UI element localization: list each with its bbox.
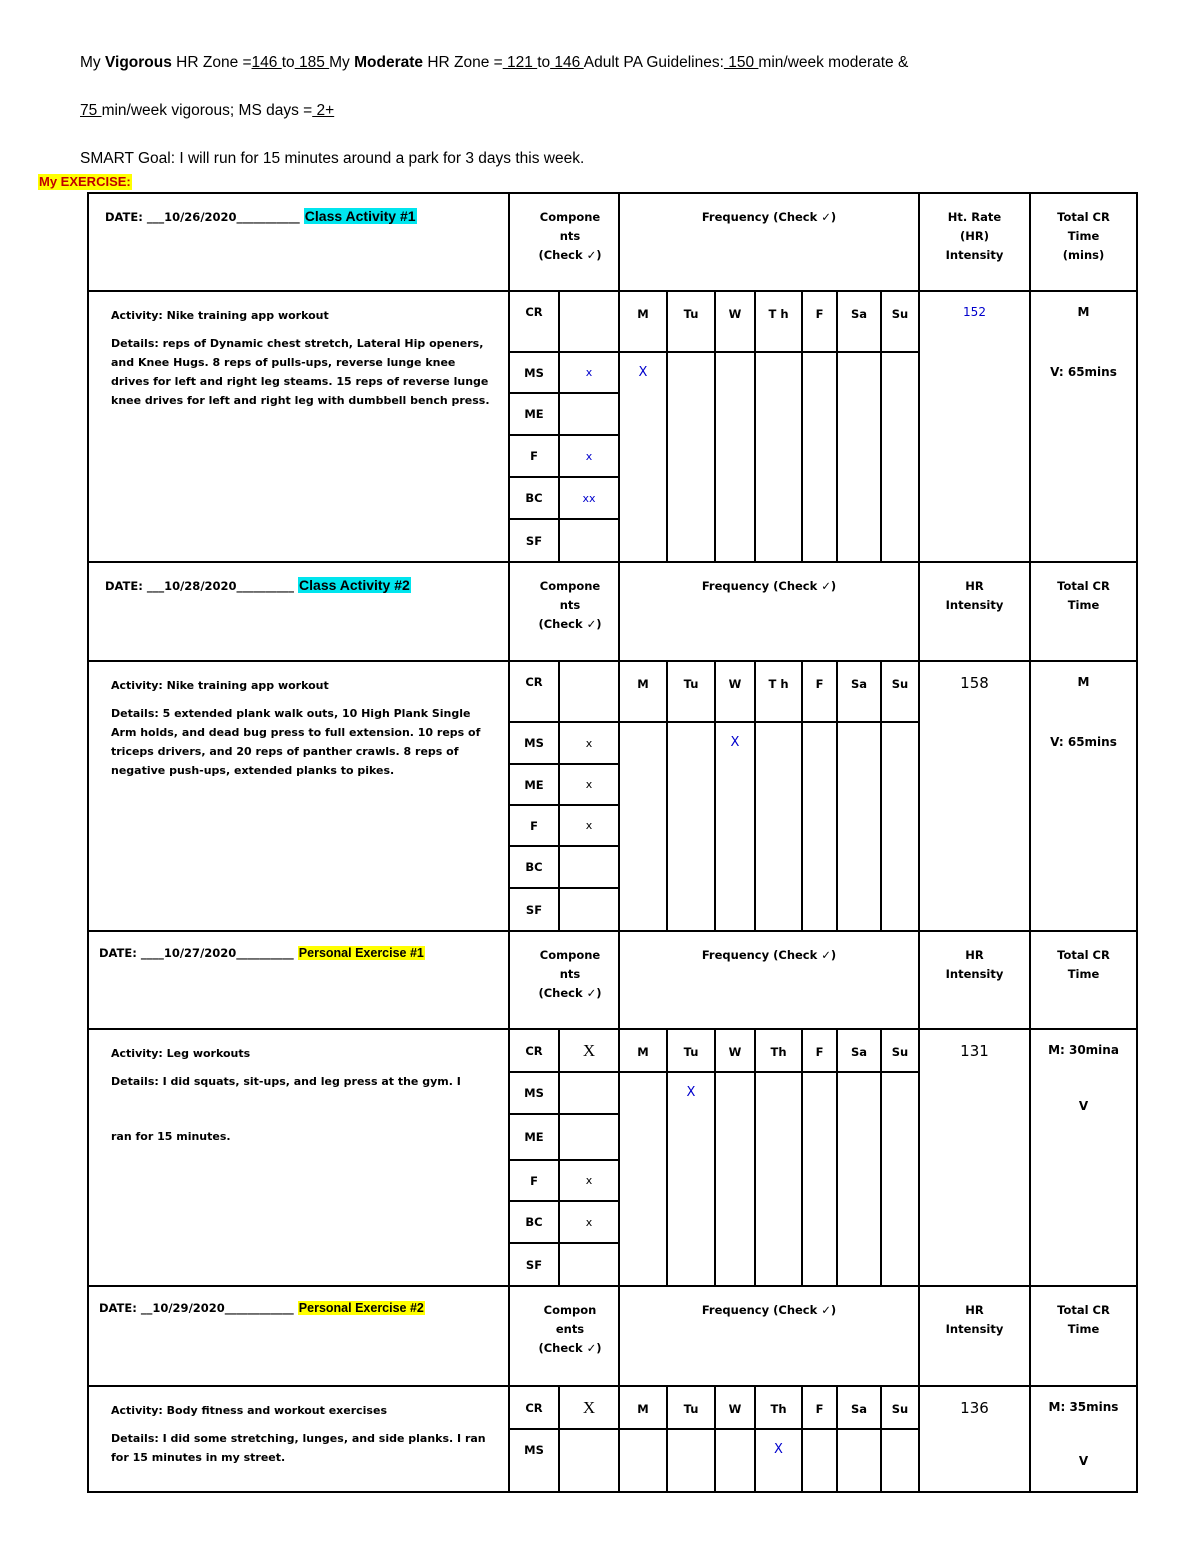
day-label: Su <box>881 291 919 352</box>
activity-text: Activity: Body fitness and workout exercises <box>111 1404 387 1417</box>
text: min/week vigorous; MS days = <box>101 102 313 119</box>
day-mark <box>755 722 802 931</box>
day-mark <box>837 722 881 931</box>
text: My <box>80 54 105 71</box>
activity-tag: Class Activity #2 <box>299 577 410 593</box>
component-row <box>88 1386 1137 1429</box>
day-label: Sa <box>837 291 881 352</box>
hr-value: 131 <box>919 1029 1030 1286</box>
day-label: Sa <box>837 661 881 722</box>
component-check <box>559 661 619 722</box>
component-row <box>88 1029 1137 1072</box>
day-label: W <box>715 291 755 352</box>
component-check: X <box>559 1029 619 1072</box>
day-mark <box>802 1429 837 1492</box>
entry-header-row <box>88 193 1137 291</box>
activity-cell <box>88 291 509 562</box>
text: min/week moderate & <box>758 54 909 71</box>
total-cr-cell <box>1030 291 1137 562</box>
day-label: M <box>619 1029 667 1072</box>
total-vigorous: V: 65mins <box>1050 735 1117 749</box>
component-code: CR <box>509 661 559 722</box>
day-mark <box>715 1072 755 1286</box>
details-text: Details: I did some stretching, lunges, and side planks. I ran for 15 minutes in my street. <box>111 1432 486 1464</box>
day-mark <box>802 722 837 931</box>
total-cr-cell <box>1030 1386 1137 1492</box>
total-cr-header: Total CR Time <box>1030 931 1137 1029</box>
frequency-header: Frequency (Check ✓) <box>619 931 919 1029</box>
activity-text: Activity: Nike training app workout <box>111 309 329 322</box>
day-label: F <box>802 1029 837 1072</box>
day-mark <box>881 722 919 931</box>
components-header: Compone nts (Check ✓) <box>509 931 619 1029</box>
component-check <box>559 888 619 931</box>
date-text: DATE: ___10/28/2020__________ <box>105 579 295 593</box>
day-label: Tu <box>667 1386 715 1429</box>
components-header: Compone nts (Check ✓) <box>509 193 619 291</box>
section-label: My EXERCISE: <box>39 174 131 189</box>
day-mark <box>619 1429 667 1492</box>
component-code: F <box>509 1160 559 1201</box>
date-cell <box>88 931 509 1029</box>
moderate-label: Moderate <box>354 54 424 71</box>
activity-cell <box>88 1386 509 1492</box>
day-label: W <box>715 1029 755 1072</box>
day-mark <box>837 1429 881 1492</box>
day-mark <box>881 1072 919 1286</box>
component-check <box>559 1072 619 1114</box>
day-mark <box>837 1072 881 1286</box>
day-label: Sa <box>837 1386 881 1429</box>
entry-header-row <box>88 931 1137 1029</box>
activity-text: Activity: Nike training app workout <box>111 679 329 692</box>
day-mark <box>802 1072 837 1286</box>
hr-value: 152 <box>919 291 1030 562</box>
components-header: Compone nts (Check ✓) <box>509 562 619 661</box>
day-mark <box>755 352 802 562</box>
frequency-header: Frequency (Check ✓) <box>619 1286 919 1386</box>
text: My <box>329 54 355 71</box>
details-text: Details: I did squats, sit-ups, and leg press at the gym. I <box>111 1075 461 1088</box>
day-label: Th <box>755 1386 802 1429</box>
day-label: T h <box>755 661 802 722</box>
day-label: F <box>802 291 837 352</box>
details-text: ran for 15 minutes. <box>111 1130 231 1143</box>
day-label: M <box>619 661 667 722</box>
total-vigorous: V <box>1078 1099 1089 1113</box>
component-check <box>559 519 619 562</box>
component-check: x <box>559 1201 619 1243</box>
day-mark <box>837 352 881 562</box>
date-text: DATE: __10/29/2020____________ <box>99 1301 294 1315</box>
date-cell <box>88 562 509 661</box>
exercise-log-table <box>87 192 1138 1493</box>
component-check: x <box>559 764 619 805</box>
date-cell <box>88 193 509 291</box>
component-code: BC <box>509 846 559 888</box>
vigorous-high-value: 185 <box>294 54 330 71</box>
hr-header: HR Intensity <box>919 931 1030 1029</box>
text: HR Zone = <box>423 54 503 71</box>
date-cell <box>88 1286 509 1386</box>
component-check <box>559 393 619 435</box>
vigorous-minutes-value: 75 <box>80 102 102 119</box>
frequency-header: Frequency (Check ✓) <box>619 193 919 291</box>
day-mark <box>755 1072 802 1286</box>
details-text: Details: 5 extended plank walk outs, 10 High Plank Single Arm holds, and dead bug press to full extension. 10 reps of triceps drivers, and 20 reps of panther crawls. 8 reps of negative push-ups, extended planks to pikes. <box>111 707 481 777</box>
component-check <box>559 1114 619 1160</box>
total-moderate: M <box>1077 305 1090 319</box>
total-cr-header: Total CR Time <box>1030 1286 1137 1386</box>
day-label: Sa <box>837 1029 881 1072</box>
component-check: x <box>559 1160 619 1201</box>
component-code: ME <box>509 1114 559 1160</box>
hr-value: 158 <box>919 661 1030 931</box>
day-mark <box>667 1429 715 1492</box>
day-label: M <box>619 1386 667 1429</box>
component-code: ME <box>509 393 559 435</box>
component-code: CR <box>509 291 559 352</box>
day-mark <box>881 352 919 562</box>
day-mark <box>715 1429 755 1492</box>
component-code: SF <box>509 1243 559 1286</box>
date-text: DATE: ____10/27/2020__________ <box>99 946 294 960</box>
day-mark <box>881 1429 919 1492</box>
details-text: Details: reps of Dynamic chest stretch, Lateral Hip openers, and Knee Hugs. 8 reps of pulls-ups, reverse lunge knee drives for left and right leg steams. 15 reps of reverse lunge knee drives for left and right leg with dumbbell bench press. <box>111 337 490 407</box>
day-mark: X <box>667 1072 715 1286</box>
component-check <box>559 1429 619 1492</box>
day-label: Su <box>881 1386 919 1429</box>
date-text: DATE: ___10/26/2020___________ <box>105 210 300 224</box>
vigorous-low-value: 146 <box>251 54 282 71</box>
day-mark <box>619 1072 667 1286</box>
activity-cell <box>88 661 509 931</box>
day-label: Tu <box>667 661 715 722</box>
hr-header: Ht. Rate (HR) Intensity <box>919 193 1030 291</box>
smart-goal: SMART Goal: I will run for 15 minutes around a park for 3 days this week. <box>80 150 585 167</box>
total-moderate: M <box>1077 675 1090 689</box>
hr-header: HR Intensity <box>919 562 1030 661</box>
component-code: MS <box>509 722 559 764</box>
activity-tag: Class Activity #1 <box>304 208 416 224</box>
component-code: F <box>509 435 559 477</box>
day-mark: X <box>715 722 755 931</box>
total-moderate: M: 35mins <box>1048 1400 1119 1414</box>
component-code: BC <box>509 1201 559 1243</box>
component-code: MS <box>509 1072 559 1114</box>
component-check <box>559 291 619 352</box>
component-code: MS <box>509 1429 559 1492</box>
component-row <box>88 291 1137 352</box>
text: Adult PA Guidelines: <box>583 54 724 71</box>
day-mark <box>667 352 715 562</box>
component-code: CR <box>509 1029 559 1072</box>
total-cr-cell <box>1030 1029 1137 1286</box>
component-check: x <box>559 722 619 764</box>
frequency-header: Frequency (Check ✓) <box>619 562 919 661</box>
entry-header-row <box>88 1286 1137 1386</box>
day-label: W <box>715 661 755 722</box>
component-check: xx <box>559 477 619 519</box>
component-code: CR <box>509 1386 559 1429</box>
total-vigorous: V <box>1078 1454 1089 1468</box>
hr-value: 136 <box>919 1386 1030 1492</box>
total-cr-header: Total CR Time (mins) <box>1030 193 1137 291</box>
moderate-minutes-value: 150 <box>723 54 759 71</box>
entry-header-row <box>88 562 1137 661</box>
component-code: ME <box>509 764 559 805</box>
moderate-high-value: 146 <box>550 54 584 71</box>
hr-header: HR Intensity <box>919 1286 1030 1386</box>
day-label: Su <box>881 1029 919 1072</box>
vigorous-label: Vigorous <box>104 54 172 71</box>
total-vigorous: V: 65mins <box>1050 365 1117 379</box>
total-cr-header: Total CR Time <box>1030 562 1137 661</box>
activity-text: Activity: Leg workouts <box>111 1047 251 1060</box>
day-label: Tu <box>667 291 715 352</box>
component-code: F <box>509 805 559 846</box>
component-code: MS <box>509 352 559 393</box>
component-code: SF <box>509 519 559 562</box>
activity-cell <box>88 1029 509 1286</box>
day-label: Tu <box>667 1029 715 1072</box>
component-check <box>559 1243 619 1286</box>
component-code: SF <box>509 888 559 931</box>
day-mark <box>619 722 667 931</box>
total-moderate: M: 30mina <box>1048 1043 1119 1057</box>
total-cr-cell <box>1030 661 1137 931</box>
text: to <box>281 54 295 71</box>
components-header: Compon ents (Check ✓) <box>509 1286 619 1386</box>
component-code: BC <box>509 477 559 519</box>
text: to <box>537 54 551 71</box>
day-label: M <box>619 291 667 352</box>
guidelines-line <box>80 102 334 120</box>
text: HR Zone = <box>171 54 252 71</box>
component-check: x <box>559 352 619 393</box>
day-mark <box>802 352 837 562</box>
component-row <box>88 661 1137 722</box>
activity-tag: Personal Exercise #1 <box>298 946 424 960</box>
day-label: F <box>802 1386 837 1429</box>
hr-zone-line <box>80 54 908 72</box>
day-label: F <box>802 661 837 722</box>
day-mark: X <box>755 1429 802 1492</box>
component-check: X <box>559 1386 619 1429</box>
day-label: Su <box>881 661 919 722</box>
component-check: x <box>559 805 619 846</box>
day-mark <box>715 352 755 562</box>
activity-tag: Personal Exercise #2 <box>298 1301 424 1315</box>
day-mark <box>667 722 715 931</box>
component-check: x <box>559 435 619 477</box>
ms-days-value: 2+ <box>312 102 335 119</box>
day-label: T h <box>755 291 802 352</box>
day-label: W <box>715 1386 755 1429</box>
moderate-low-value: 121 <box>502 54 538 71</box>
day-mark: X <box>619 352 667 562</box>
component-check <box>559 846 619 888</box>
day-label: Th <box>755 1029 802 1072</box>
